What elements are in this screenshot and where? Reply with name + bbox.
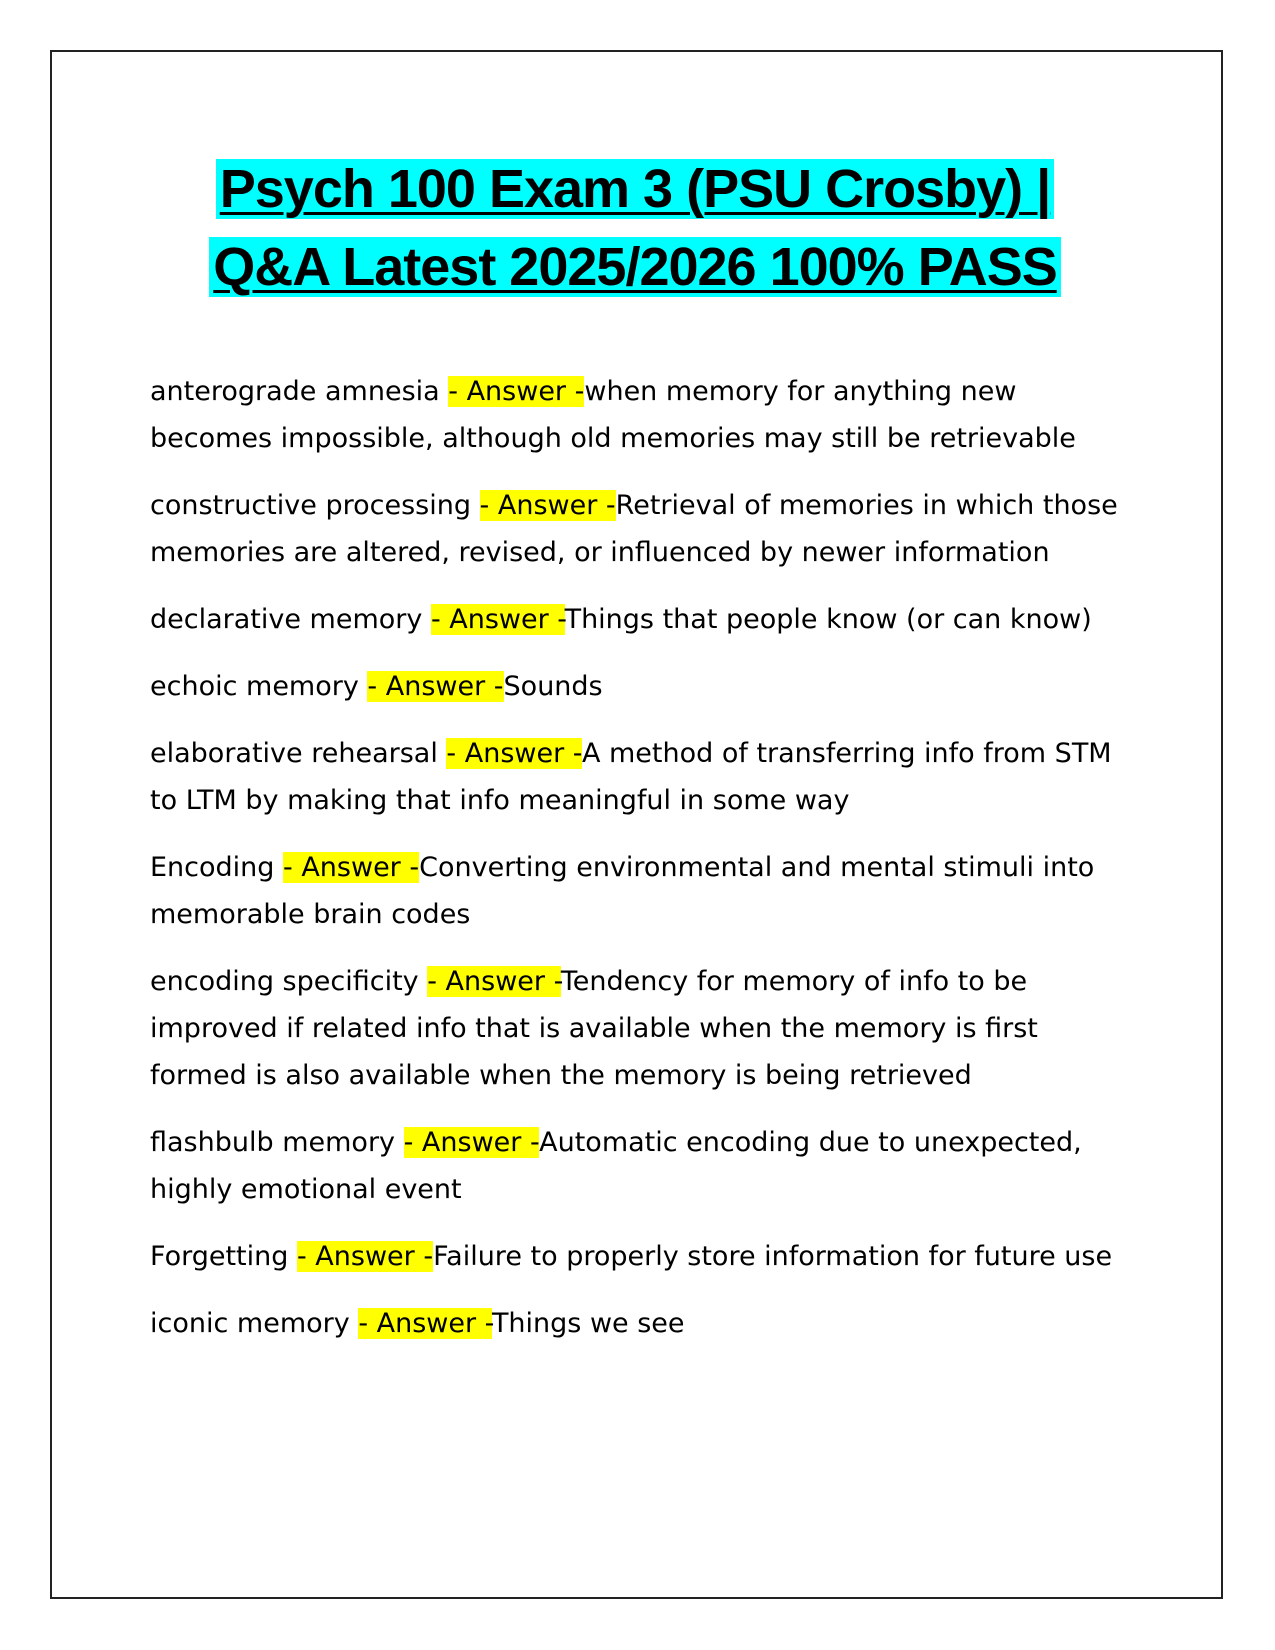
qa-term: anterograde amnesia	[150, 376, 449, 407]
qa-definition: when memory for anything new becomes impossible, although old memories may still be retrievable	[150, 376, 1076, 454]
qa-definition: Failure to properly store information for future use	[433, 1241, 1113, 1272]
qa-definition: Retrieval of memories in which those memories are altered, revised, or influenced by newer information	[150, 490, 1118, 568]
qa-term: Encoding	[150, 852, 284, 883]
answer-separator: - Answer -	[367, 671, 504, 702]
qa-item-constructive-processing	[150, 482, 1140, 576]
qa-list	[150, 368, 1140, 1367]
qa-definition: A method of transferring info from STM to LTM by making that info meaningful in some way	[150, 738, 1112, 816]
qa-definition: Automatic encoding due to unexpected, highly emotional event	[150, 1127, 1082, 1205]
qa-definition: Things we see	[491, 1308, 685, 1339]
qa-item-encoding-specificity	[150, 958, 1140, 1099]
qa-item-flashbulb-memory	[150, 1119, 1140, 1213]
qa-definition: Sounds	[503, 671, 603, 702]
qa-definition: Converting environmental and mental stimuli into memorable brain codes	[150, 852, 1095, 930]
title-line-1: Psych 100 Exam 3 (PSU Crosby) |	[216, 159, 1055, 219]
answer-separator: - Answer -	[430, 604, 565, 635]
qa-item-encoding	[150, 844, 1140, 938]
qa-item-iconic-memory	[150, 1300, 1140, 1347]
qa-term: elaborative rehearsal	[150, 738, 447, 769]
answer-separator: - Answer -	[358, 1308, 492, 1339]
answer-separator: - Answer -	[296, 1241, 434, 1272]
qa-term: constructive processing	[150, 490, 480, 521]
answer-separator: - Answer -	[448, 376, 585, 407]
qa-term: Forgetting	[150, 1241, 297, 1272]
answer-separator: - Answer -	[479, 490, 616, 521]
answer-separator: - Answer -	[427, 966, 561, 997]
qa-term: iconic memory	[150, 1308, 359, 1339]
title-line-2: Q&A Latest 2025/2026 100% PASS	[209, 237, 1060, 297]
qa-item-anterograde-amnesia	[150, 368, 1140, 462]
qa-item-forgetting	[150, 1233, 1140, 1280]
answer-separator: - Answer -	[446, 738, 582, 769]
qa-item-elaborative-rehearsal	[150, 730, 1140, 824]
answer-separator: - Answer -	[403, 1127, 540, 1158]
qa-item-echoic-memory	[150, 663, 1140, 710]
qa-term: flashbulb memory	[150, 1127, 404, 1158]
page-title	[150, 150, 1120, 306]
qa-term: declarative memory	[150, 604, 431, 635]
answer-separator: - Answer -	[283, 852, 420, 883]
qa-term: encoding specificity	[150, 966, 428, 997]
qa-item-declarative-memory	[150, 596, 1140, 643]
qa-definition: Tendency for memory of info to be improved if related info that is available when the memory is first formed is also available when the memory is being retrieved	[150, 966, 1038, 1091]
qa-term: echoic memory	[150, 671, 368, 702]
qa-definition: Things that people know (or can know)	[564, 604, 1092, 635]
